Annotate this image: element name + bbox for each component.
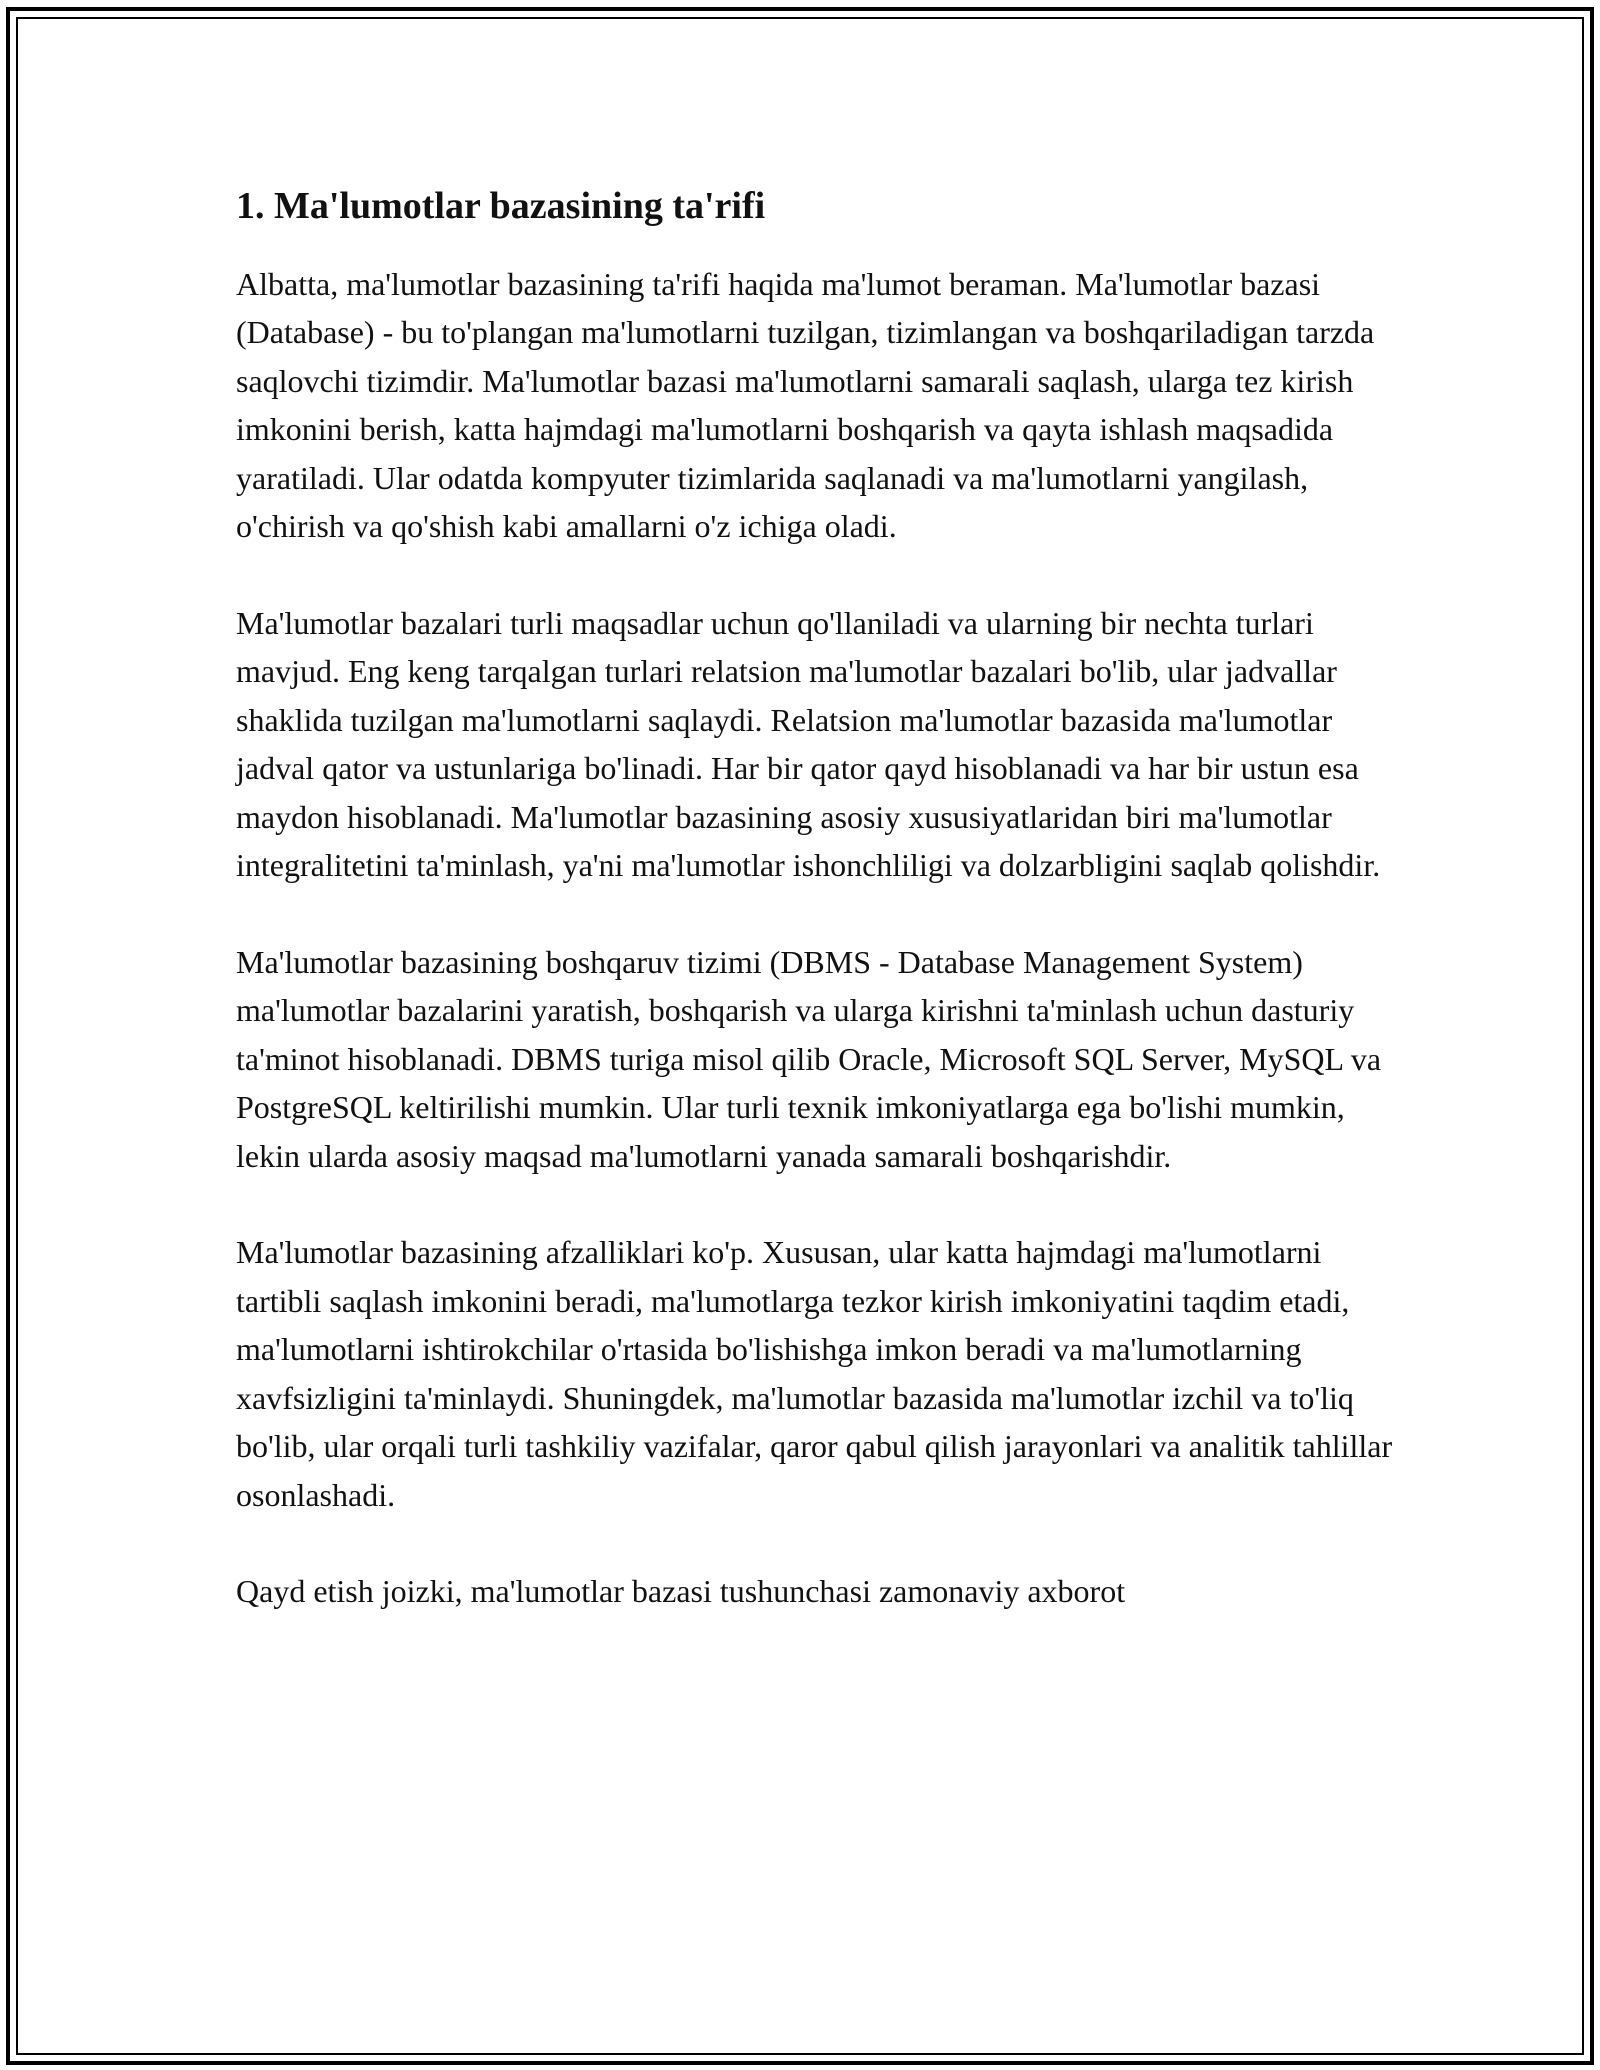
paragraph-note: Qayd etish joizki, ma'lumotlar bazasi tushunchasi zamonaviy axborot: [236, 1573, 1126, 1610]
paragraph-types: Ma'lumotlar bazalari turli maqsadlar uchun qo'llaniladi va ularning bir nechta turlari mavjud. Eng keng tarqalgan turlari relatsion ma'lumotlar bazalari bo'lib, ular jadvallar shaklida tuzilgan ma'lumotlarni saqlaydi. Relatsion ma'lumotlar bazasida ma'lumotlar jadval qator va ustunlariga bo'linadi. Har bir qator qayd hisoblanadi va har bir ustun esa maydon hisoblanadi. Ma'lumotlar bazasining asosiy xususiyatlaridan biri ma'lumotlar integralitetini ta'minlash, ya'ni ma'lumotlar ishonchliligi va dolzarbligini saqlab qolishdir.: [236, 604, 1381, 884]
paragraph-advantages: Ma'lumotlar bazasining afzalliklari ko'p. Xususan, ular katta hajmdagi ma'lumotlarni tartibli saqlash imkonini beradi, ma'lumotlarga tezkor kirish imkoniyatini taqdim etadi, ma'lumotlarni ishtirokchilar o'rtasida bo'lishishga imkon beradi va ma'lumotlarning xavfsizligini ta'minlaydi. Shuningdek, ma'lumotlar bazasida ma'lumotlar izchil va to'liq bo'lib, ular orqali turli tashkiliy vazifalar, qaror qabul qilish jarayonlari va analitik tahlillar osonlashadi.: [236, 1234, 1393, 1513]
paragraph-dbms: Ma'lumotlar bazasining boshqaruv tizimi (DBMS - Database Management System) ma'lumotlar bazalarini yaratish, boshqarish va ularga kirishni ta'minlash uchun dasturiy ta'minot hisoblanadi. DBMS turiga misol qilib Oracle, Microsoft SQL Server, MySQL va PostgreSQL keltirilishi mumkin. Ular turli texnik imkoniyatlarga ega bo'lishi mumkin, lekin ularda asosiy maqsad ma'lumotlarni yanada samarali boshqarishdir.: [236, 943, 1382, 1174]
section-heading: 1. Ma'lumotlar bazasining ta'rifi: [236, 185, 766, 227]
paragraph-definition: Albatta, ma'lumotlar bazasining ta'rifi haqida ma'lumot beraman. Ma'lumotlar bazasi (Database) - bu to'plangan ma'lumotlarni tuzilgan, tizimlangan va boshqariladigan tarzda saqlovchi tizimdir. Ma'lumotlar bazasi ma'lumotlarni samarali saqlash, ularga tez kirish imkonini berish, katta hajmdagi ma'lumotlarni boshqarish va qayta ishlash maqsadida yaratiladi. Ular odatda kompyuter tizimlarida saqlanadi va ma'lumotlarni yangilash, o'chirish va qo'shish kabi amallarni o'z ichiga oladi.: [236, 265, 1375, 545]
document-body: [236, 184, 1396, 1664]
